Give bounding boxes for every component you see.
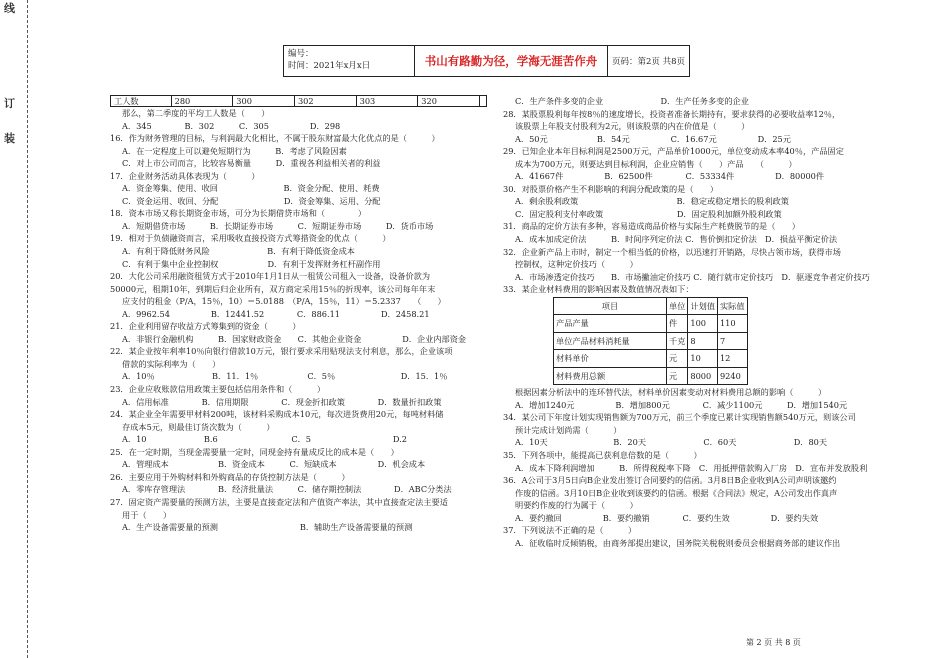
question-line: 21．企业利用留存收益方式筹集到的资金（ ） <box>110 321 301 332</box>
table-cell: 元 <box>667 367 688 385</box>
table-row <box>554 315 748 333</box>
question-line: 那么，第二季度的平均工人数是（ ） <box>122 108 270 118</box>
header-cell: 计划值 <box>688 297 718 315</box>
workers-cell <box>480 96 487 107</box>
question-line: A．41667件 B．62500件 C．53334件 D．80000件 <box>515 171 825 182</box>
left-question-lines <box>110 107 487 534</box>
question-line: A．征收临时反倾销税，由商务部提出建议，国务院关税税则委员会根据商务部的建议作出 <box>515 537 841 548</box>
question-line: C．固定股利支付率政策 D．固定股利加额外股利政策 <box>515 208 782 219</box>
question-line: 33．某企业材料费用的影响因素及数值情况表如下： <box>503 284 694 295</box>
table-cell: 9240 <box>717 367 747 385</box>
question-line: 24．某企业全年需要甲材料200吨，该材料采购成本10元，每次进货费用20元，每吨材料储 <box>110 409 444 420</box>
workers-cell: 320 <box>418 96 480 107</box>
workers-label: 工人数 <box>111 96 172 107</box>
page-label: 页码：第2页 共8页 <box>612 57 686 67</box>
question-line: A．10 B.6 C．5 D.2 <box>122 434 407 445</box>
table-cell: 千克 <box>667 332 688 350</box>
question-line: A．50元 B．54元 C．16.67元 D．25元 <box>515 133 791 144</box>
question-line: 作废的信函。3月10日B企业收到该要约的信函。根据《合同法》规定，A公司发出作真声 <box>515 487 838 498</box>
header-cell: 单位 <box>667 297 688 315</box>
binding-char-zhuang: 装 <box>4 132 15 145</box>
question-line: 借款的实际利率为（ ） <box>122 358 221 369</box>
question-line: A．有利于降低财务风险 B．有利于降低资金成本 <box>122 246 355 257</box>
question-line: 用于（ ） <box>122 509 172 520</box>
question-line: 23．企业应收账款信用政策主要包括信用条件和（ ） <box>110 384 326 395</box>
question-line: A．成本下降利润增加 B．所得税税率下降 C．用抵押借款购入厂房 D．宣布并发放股利 <box>515 462 868 473</box>
motto: 书山有路勤为径，学海无涯苦作舟 <box>415 46 608 76</box>
question-line: A．9962.54 B．12441.52 C．886.11 D．2458.21 <box>122 308 430 319</box>
right-question-lines-bottom <box>503 386 870 549</box>
question-line: A．10％ B．11．1％ C．5％ D．15．1％ <box>122 371 448 382</box>
question-line: 成本为700万元，则要达到目标利润，企业应销售（ ）产品 （ ） <box>515 158 797 169</box>
workers-cell: 300 <box>233 96 295 107</box>
binding-char-xian: 线 <box>4 2 15 15</box>
question-line: A．信用标准 B．信用期限 C．现金折扣政策 D．数量折扣政策 <box>122 396 442 407</box>
question-line: 27．固定资产需要量的预测方法，主要是直接查定法和产值资产率法，其中直接查定法主要适 <box>110 496 448 507</box>
question-line: A．市场渗透定价技巧 B．市场撇油定价技巧 C．随行就市定价技巧 D．驱逐竞争者定价技巧 <box>515 271 870 282</box>
table-cell: 7 <box>717 332 747 350</box>
table-cell: 10 <box>688 350 718 368</box>
question-line: 存成本5元，则最佳订货次数为（ ） <box>122 421 275 432</box>
question-line: 16．作为财务管理的目标，与利润最大化相比，不属于股东财富最大化优点的是（ ） <box>110 133 440 144</box>
question-line: 应支付的租金（P/A，15％，10）＝5.0188 （P/A，15％，11）＝5.2337 （ ） <box>122 296 446 307</box>
question-line: A．非银行金融机构 B．国家财政资金 C．其他企业资金 D．企业内部资金 <box>122 333 467 344</box>
question-line: A．剩余股利政策 B．稳定或稳定增长的股利政策 <box>515 196 789 207</box>
right-question-lines-top <box>503 95 870 296</box>
question-line: 控制权，这种定价技巧（ ） <box>515 259 638 270</box>
material-table-header <box>554 297 748 315</box>
question-line: A．在一定程度上可以避免短期行为 B．考虑了风险因素 <box>122 145 347 156</box>
question-line: 36．A公司于3月5日向B企业发出签订合同要约的信函。3月8日B企业收到A公司声明该邀约 <box>503 475 837 486</box>
question-line: A．成本加成定价法 B．时间序列定价法 C．售价倒扣定价法 D．损益平衡定价法 <box>515 234 838 245</box>
table-row <box>554 332 748 350</box>
question-line: 34．某公司下年度计划实现销售额为700万元，前三个季度已累计实现销售额540万元，则该公司 <box>503 412 856 423</box>
header-cell: 项目 <box>554 297 667 315</box>
question-line: A．345 B．302 C．305 D．298 <box>122 120 341 131</box>
question-line: 50000元，租期10年，到期后归企业所有，双方商定采用15％的折现率，该公司每年年末 <box>110 283 436 294</box>
question-line: 29．已知企业本年目标利润是2500万元，产品单价1000元，单位变动成本率40％，产品固定 <box>503 146 844 157</box>
table-row <box>554 367 748 385</box>
question-line: 35．下列各项中，能提高已获利息倍数的是（ ） <box>503 449 702 460</box>
table-row <box>554 350 748 368</box>
right-column <box>503 95 870 549</box>
question-line: C．对上市公司而言，比较容易衡量 D．重视各利益相关者的利益 <box>122 158 381 169</box>
header-cell: 实际值 <box>717 297 747 315</box>
table-cell: 12 <box>717 350 747 368</box>
header-info <box>284 46 415 76</box>
cut-line <box>27 0 28 658</box>
question-line: 26．主要应用于外购材料和外购商品的存货控制方法是（ ） <box>110 471 350 482</box>
table-cell: 产品产量 <box>554 315 667 333</box>
question-line: A．短期借贷市场 B．长期证券市场 C．短期证券市场 D．货币市场 <box>122 220 434 231</box>
question-line: C．生产条件多变的企业 D．生产任务多变的企业 <box>515 96 749 106</box>
workers-cell: 303 <box>356 96 418 107</box>
page-footer: 第 2 页 共 8 页 <box>746 638 801 647</box>
question-line: A．生产设备需要量的预测 B．辅助生产设备需要量的预测 <box>122 522 413 533</box>
question-line: 31．商品的定价方法有多种，容易造成商品价格与实际生产耗费脱节的是（ ） <box>503 221 800 232</box>
question-line: A．10天 B．20天 C．60天 D．80天 <box>515 437 828 448</box>
question-line: A．管理成本 B．资金成本 C．短缺成本 D．机会成本 <box>122 459 426 470</box>
table-cell: 件 <box>667 315 688 333</box>
table-cell: 材料单价 <box>554 350 667 368</box>
question-line: C．有利于集中企业控制权 D．有利于发挥财务杠杆副作用 <box>122 258 381 269</box>
question-line: 17．企业财务活动具体表现为（ ） <box>110 170 260 181</box>
question-line: A．增加1240元 B．增加800元 C．减少1100元 D．增加1540元 <box>515 399 848 410</box>
question-line: A．要约撤回 B．要约撤销 C．要约生效 D．要约失效 <box>515 512 819 523</box>
workers-cell: 280 <box>171 96 233 107</box>
question-line: 30．对股票价格产生不利影响的利润分配政策的是（ ） <box>503 183 719 194</box>
table-cell: 材料费用总额 <box>554 367 667 385</box>
question-line: 预计完成计划尚需（ ） <box>515 424 622 435</box>
question-line: 根据因素分析法中的连环替代法，材料单价因素变动对材料费用总额的影响（ ） <box>515 387 827 398</box>
time-label: 时间：2021年x月x日 <box>288 61 371 71</box>
table-cell: 8 <box>688 332 718 350</box>
question-line: 25．在一定时期，当现金需要量一定时，同现金持有量成反比的成本是（ ） <box>110 446 399 457</box>
question-line: 20．大化公司采用融资租赁方式于2010年1月1日从一租赁公司租入一设备，设备价款为 <box>110 271 431 282</box>
workers-cell: 302 <box>294 96 356 107</box>
left-column <box>110 95 487 534</box>
question-line: A．资金筹集、使用、收回 B．资金分配、使用、耗费 <box>122 183 380 194</box>
table-cell: 8000 <box>688 367 718 385</box>
question-line: 该股票上年股支付股利为2元，则该股票的内在价值是（ ） <box>515 121 750 132</box>
question-line: 28．某股票股利每年按8％的速度增长，投资者准备长期持有，要求获得的必要收益率12％， <box>503 108 841 119</box>
table-cell: 100 <box>688 315 718 333</box>
table-cell: 110 <box>717 315 747 333</box>
question-line: A．零库存管理法 B．经济批量法 C．储存期控制法 D．ABC分类法 <box>122 484 452 495</box>
table-cell: 元 <box>667 350 688 368</box>
material-cost-table <box>553 297 748 386</box>
binding-char-ding: 订 <box>4 97 15 110</box>
question-line: 明要约作废的行为属于（ ） <box>515 500 638 511</box>
page-header <box>283 45 690 77</box>
workers-table <box>110 95 487 107</box>
question-line: 18．资本市场又称长期资金市场，可分为长期借贷市场和（ ） <box>110 208 367 219</box>
question-line: 19．相对于负债融资而言，采用吸收直接投资方式筹措资金的优点（ ） <box>110 233 391 244</box>
number-label: 编号： <box>288 49 314 59</box>
question-line: 37．下列说法不正确的是（ ） <box>503 525 637 536</box>
table-cell: 单位产品材料消耗量 <box>554 332 667 350</box>
question-line: 32．企业新产品上市时，制定一个相当低的价格，以迅速打开销路，尽快占领市场，获得市场 <box>503 246 841 257</box>
question-line: C．资金运用、收回、分配 D．资金筹集、运用、分配 <box>122 195 381 206</box>
question-line: 22．某企业按年利率10％向银行借款10万元，银行要求采用贴现法支付利息，那么，企业该项 <box>110 346 453 357</box>
